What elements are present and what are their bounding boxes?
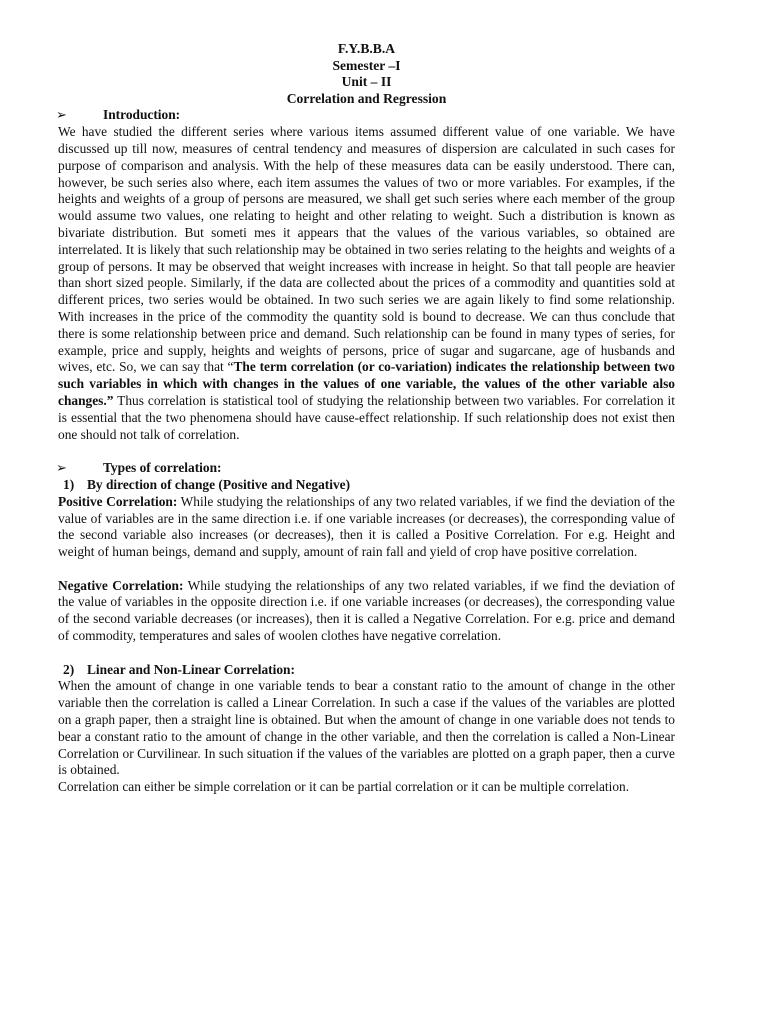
arrow-bullet-icon: ➢ [56, 460, 67, 476]
introduction-text: We have studied the different series where various items assumed different value of one variable. We have discussed up till now, measures of central tendency and measures of dispersion are calculated in such cases for purpose of comparison and analysis. With the help of these measures data can be easily understood. There can, however, be such series also where, each item assumes the values of two or more variables. For examples, if the heights and weights of a group of persons are measured, we shall get such series where each member of the group would assume two values, one relating to height and other relating to weight. Such a distribution is known as bivariate distribution. But someti mes it appears that the values of the various variables, so obtained are interrelated. It is likely that such relationship may be obtained in two series relating to the heights and weights of a group of persons. It may be observed that weight increases with increase in height. So that tall people are heavier than short sized people. Similarly, if the data are collected about the prices of a commodity and quantities sold at different prices, two series would be obtained. In two such series we are again likely to find some relationship. With increases in the price of the commodity the quantity sold is bound to decrease. We can thus conclude that there is some relationship between price and demand. Such relationship can be found in many types of series, for example, price and supply, heights and weights of persons, price of sugar and sugarcane, age of husbands and wives, etc. So, we can say that “ [58, 124, 675, 375]
negative-correlation-paragraph [58, 578, 675, 645]
subsection-title: Linear and Non-Linear Correlation: [87, 661, 295, 677]
unit-label: Unit – II [341, 74, 392, 90]
linear-correlation-paragraph: When the amount of change in one variable tends to bear a constant ratio to the amount of change in the other variable then the correlation is called a Linear Correlation. In such a case if the values of the variables are plotted on a graph paper, then a straight line is obtained. But when the amount of change in one variable does not tends to bear a constant ratio to the amount of change in the other variable, and then the correlation is called a Non-Linear Correlation or Curvilinear. In such situation if the values of the variables are plotted on a graph paper, then a curve is obtained. [58, 678, 675, 778]
arrow-bullet-icon: ➢ [56, 107, 67, 123]
positive-correlation-paragraph [58, 494, 675, 561]
introduction-text-end: Thus correlation is statistical tool of studying the relationship between two variables. For correlation it is essential that the two phenomena should have cause-effect relationship. If such relationship does not exist then one should not talk of correlation. [58, 392, 675, 442]
introduction-paragraph [58, 124, 675, 443]
types-heading-text: Types of correlation: [103, 460, 222, 476]
positive-correlation-text: While studying the relationships of any two related variables, if we find the deviation of the value of variables are in the same direction i.e. if one variable increases (or decreases), the corresponding value of the second variable also increases (or decreases), then it is called a Positive Correlation. For e.g. Height and weight of human beings, demand and supply, amount of rain fall and yield of crop have positive correlation. [58, 493, 675, 560]
course-title: F.Y.B.B.A [337, 41, 396, 56]
chapter-title: Correlation and Regression [286, 90, 447, 106]
subsection-number: 2) [63, 661, 75, 677]
introduction-heading [56, 107, 675, 124]
semester-label: Semester –I [332, 57, 401, 73]
document-page [58, 41, 675, 796]
negative-correlation-label: Negative Correlation: [58, 577, 184, 593]
types-heading [56, 460, 675, 477]
subsection-title: By direction of change (Positive and Negative) [87, 476, 351, 492]
document-header [58, 41, 675, 107]
closing-paragraph: Correlation can either be simple correlation or it can be partial correlation or it can be multiple correlation. [58, 779, 630, 795]
introduction-heading-text: Introduction: [103, 107, 181, 123]
subsection-direction-heading [63, 477, 675, 494]
negative-correlation-text: While studying the relationships of any two related variables, if we find the deviation of the value of variables in the opposite direction i.e. if one variable increases (or decreases), the corresponding value of the second variable decreases (or increases), then it is called a Negative Correlation. For e.g. price and demand of commodity, temperatures and sales of woolen clothes have negative correlation. [58, 577, 675, 644]
correlation-definition: The term correlation (or co-variation) indicates the relationship between two such variables in which with changes in the values of one variable, the values of the other variable also changes.” [58, 359, 675, 408]
positive-correlation-label: Positive Correlation: [58, 493, 178, 509]
subsection-linear-heading [63, 662, 675, 679]
subsection-number: 1) [63, 476, 75, 492]
